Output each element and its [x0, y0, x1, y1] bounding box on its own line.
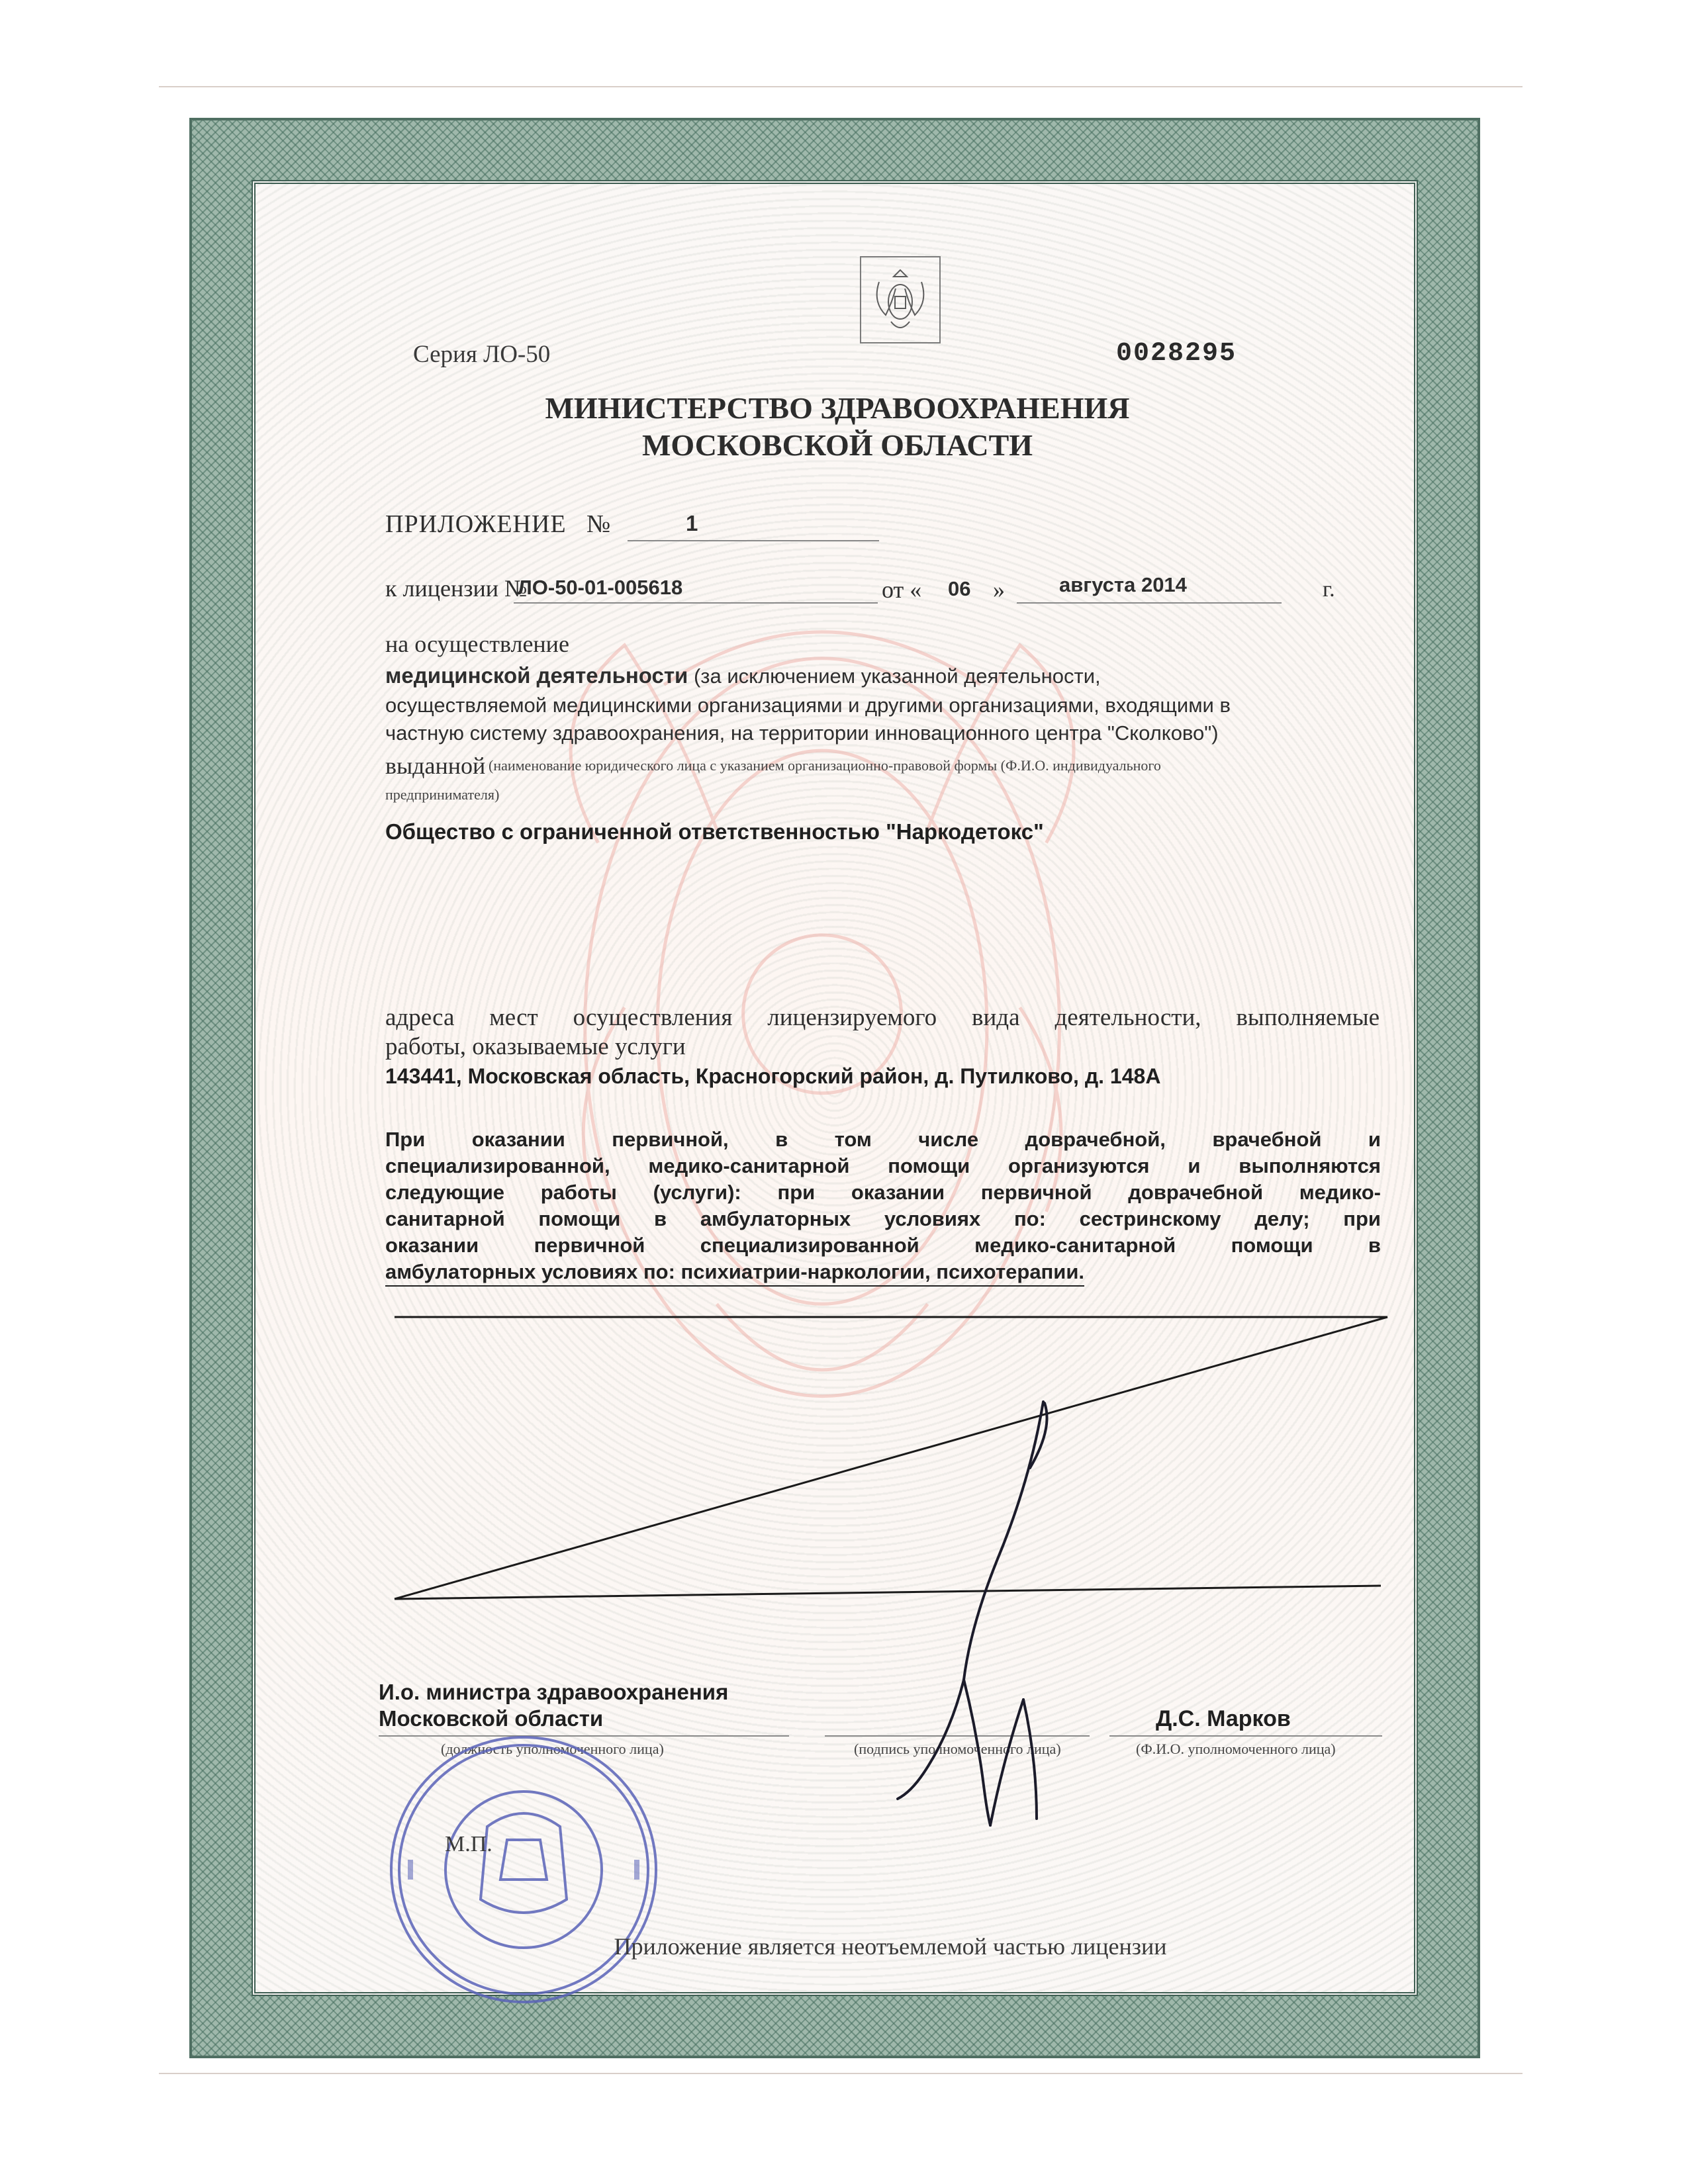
- license-prefix: к лицензии №: [385, 575, 528, 602]
- services-line-3: следующие работы (услуги): при оказании первичной доврачебной медико-: [385, 1181, 1381, 1204]
- position-caption: (должность уполномоченного лица): [441, 1741, 664, 1757]
- name-underline: [1109, 1735, 1382, 1737]
- stamp-place-label: М.П.: [445, 1832, 492, 1856]
- license-certificate: [189, 118, 1480, 2058]
- coat-of-arms-icon: [859, 255, 941, 344]
- activity-line-1: [385, 663, 1101, 688]
- addresses-label-line-1: адреса мест осуществления лицензируемого вида деятельности, выполняемые: [385, 1004, 1380, 1031]
- services-paragraph: [385, 1126, 1381, 1287]
- license-year-suffix: г.: [1323, 577, 1335, 602]
- license-date-underline: [1017, 602, 1282, 604]
- appendix-underline: [628, 540, 879, 541]
- activity-line-1-rest: (за исключением указанной деятельности,: [693, 664, 1101, 688]
- services-line-5: оказании первичной специализированной медико-санитарной помощи в: [385, 1234, 1381, 1257]
- license-day-close: »: [993, 576, 1005, 603]
- issued-to-label: выданной: [385, 752, 486, 779]
- activity-line-3: частную систему здравоохранения, на территории инновационного центра "Сколково"): [385, 721, 1219, 745]
- license-number: ЛО-50-01-005618: [518, 576, 683, 599]
- activity-line-2: осуществляемой медицинскими организациями и другими организациями, входящими в: [385, 694, 1231, 717]
- signatory-position-line-1: И.о. министра здравоохранения: [379, 1680, 729, 1704]
- appendix-number: 1: [686, 511, 698, 535]
- license-day: 06: [948, 577, 971, 600]
- serial-number: 0028295: [1116, 339, 1237, 369]
- services-line-4: санитарной помощи в амбулаторных условиях по: сестринскому делу; при: [385, 1207, 1381, 1230]
- appendix-number-sign: №: [586, 510, 611, 538]
- organization-name: Общество с ограниченной ответственностью "Наркодетокс": [385, 819, 1044, 844]
- official-seal-stamp: [381, 1727, 666, 2012]
- appendix-label: ПРИЛОЖЕНИЕ: [385, 510, 567, 538]
- address-value: 143441, Московская область, Красногорский район, д. Путилково, д. 148А: [385, 1064, 1161, 1088]
- services-line-6: амбулаторных условиях по: психиатрии-наркологии, психотерапии.: [385, 1259, 1084, 1287]
- activity-type: медицинской деятельности: [385, 663, 688, 688]
- name-caption: (Ф.И.О. уполномоченного лица): [1136, 1741, 1336, 1757]
- activity-intro: на осуществление: [385, 631, 569, 657]
- signatory-position-line-2: Московской области: [379, 1706, 604, 1731]
- title-line-2: МОСКОВСКОЙ ОБЛАСТИ: [641, 428, 1033, 462]
- license-number-underline: [514, 602, 878, 604]
- series-label: Серия ЛО-50: [413, 341, 551, 368]
- certificate-inner-field: [252, 180, 1418, 1996]
- signature-caption: (подпись уполномоченного лица): [854, 1741, 1061, 1757]
- issued-to-note-line-1: (наименование юридического лица с указанием организационно-правовой формы (Ф.И.О. индивидуального: [489, 757, 1161, 774]
- services-line-1: При оказании первичной, в том числе доврачебной, врачебной и: [385, 1128, 1381, 1151]
- issued-to-note-line-2: предпринимателя): [385, 786, 500, 803]
- title-line-1: МИНИСТЕРСТВО ЗДРАВООХРАНЕНИЯ: [545, 391, 1130, 425]
- handwritten-signature: [871, 1388, 1083, 1891]
- signature-underline: [825, 1735, 1090, 1737]
- signatory-name: Д.С. Марков: [1156, 1706, 1291, 1731]
- footer-note: Приложение является неотъемлемой частью лицензии: [614, 1933, 1167, 1960]
- services-line-2: специализированной, медико-санитарной помощи организуются и выполняются: [385, 1154, 1381, 1177]
- license-month-year: августа 2014: [1059, 573, 1187, 596]
- addresses-label-line-2: работы, оказываемые услуги: [385, 1033, 686, 1060]
- license-from-label: от «: [882, 576, 922, 603]
